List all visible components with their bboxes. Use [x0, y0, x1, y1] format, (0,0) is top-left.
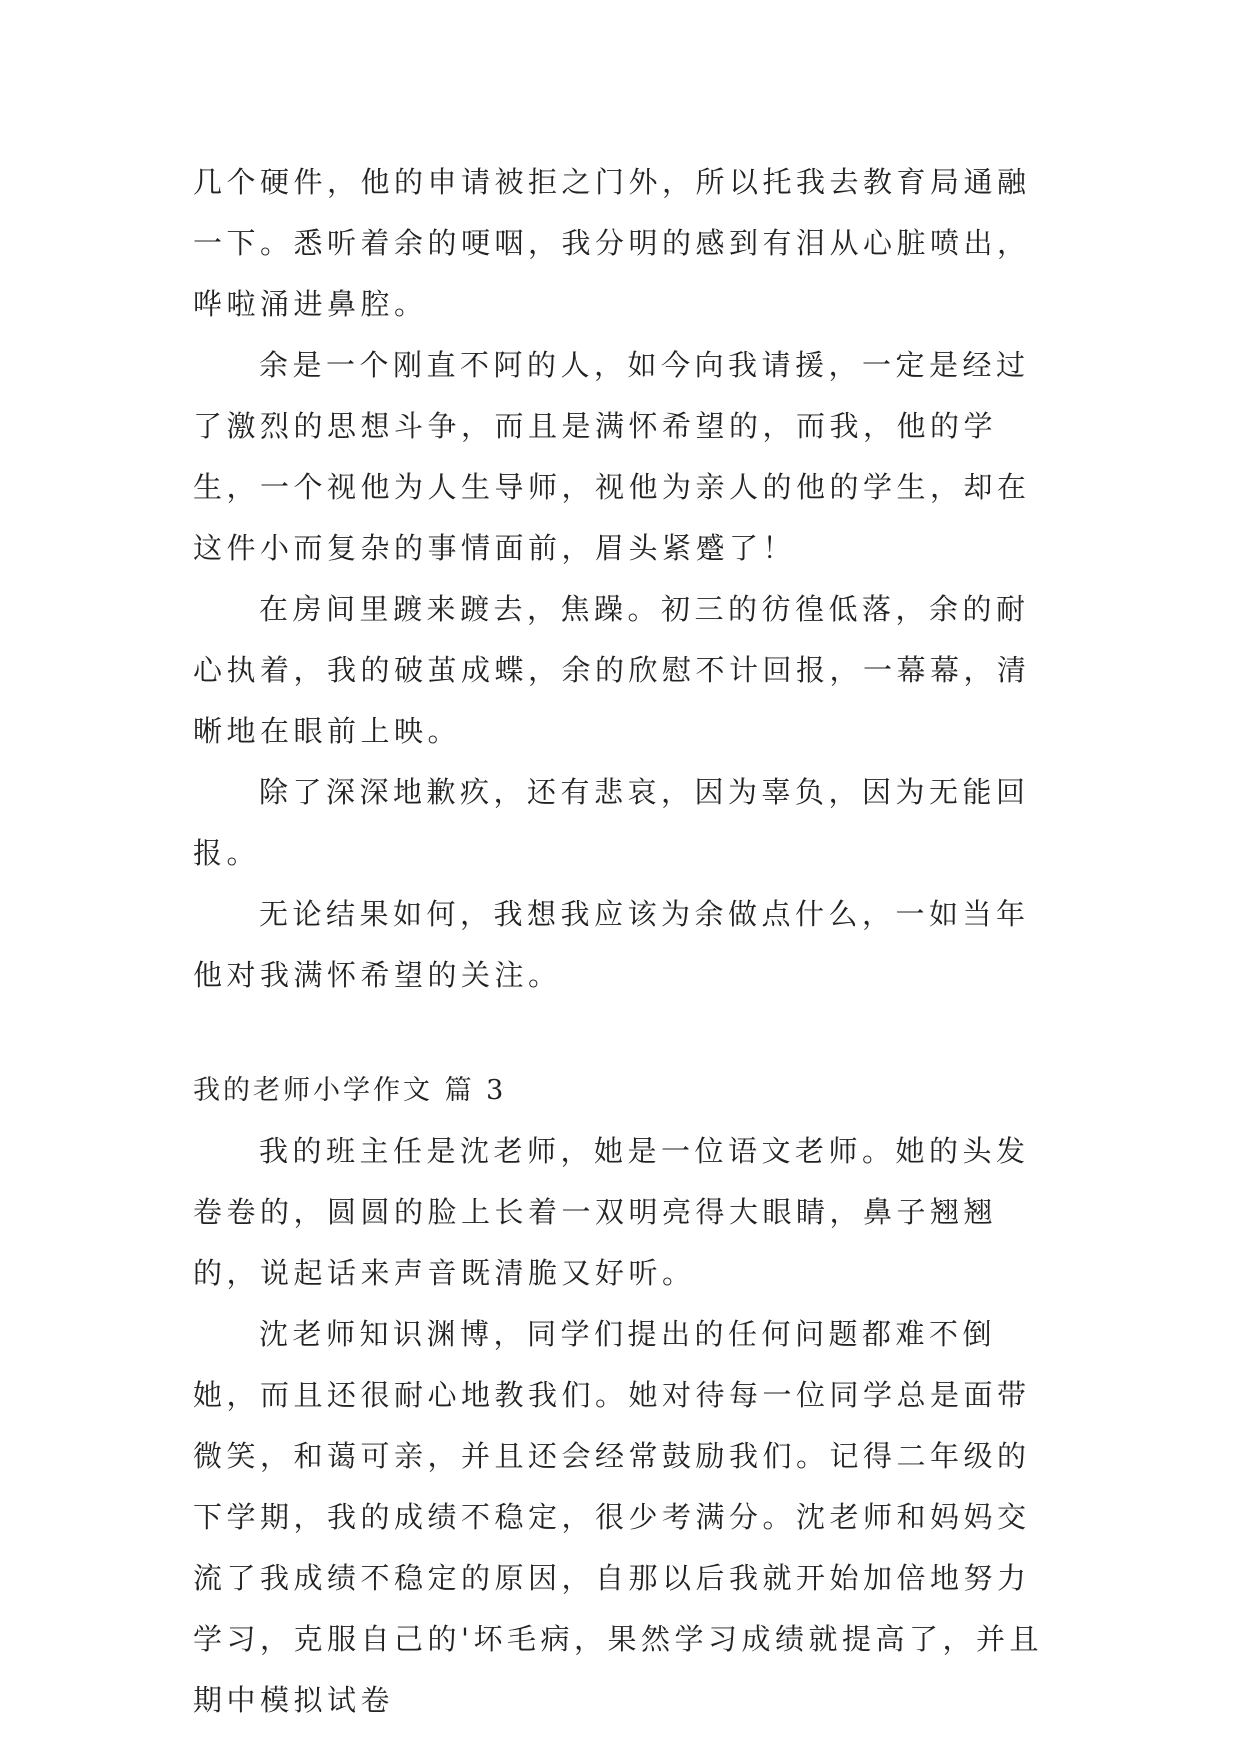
paragraph: 沈老师知识渊博，同学们提出的任何问题都难不倒她，而且还很耐心地教我们。她对待每一位同学总是面带微笑，和蔼可亲，并且还会经常鼓励我们。记得二年级的下学期，我的成绩不稳定，很少考满分。沈老师和妈妈交流了我成绩不稳定的原因，自那以后我就开始加倍地努力学习，克服自己的'坏毛病，果然学习成绩就提高了，并且期中模拟试卷 — [193, 1317, 1043, 1717]
paragraph: 我的班主任是沈老师，她是一位语文老师。她的头发卷卷的，圆圆的脸上长着一双明亮得大眼睛，鼻子翘翘的，说起话来声音既清脆又好听。 — [193, 1134, 1030, 1290]
paragraph: 除了深深地歉疚，还有悲哀，因为辜负，因为无能回报。 — [193, 775, 1030, 870]
paragraph-continuation: 几个硬件，他的申请被拒之门外，所以托我去教育局通融一下。悉听着余的哽咽，我分明的感到有泪从心脏喷出，哗啦涌进鼻腔。 — [193, 165, 1031, 321]
paragraph: 无论结果如何，我想我应该为余做点什么，一如当年他对我满怀希望的关注。 — [193, 897, 1030, 992]
document-body — [193, 152, 1053, 1731]
section-spacer — [193, 1006, 1053, 1060]
paragraph: 在房间里踱来踱去，焦躁。初三的彷徨低落，余的耐心执着，我的破茧成蝶，余的欣慰不计回报，一幕幕，清晰地在眼前上映。 — [193, 592, 1031, 748]
section-heading: 我的老师小学作文 篇 3 — [193, 1075, 507, 1106]
paragraph: 余是一个刚直不阿的人，如今向我请援，一定是经过了激烈的思想斗争，而且是满怀希望的，而我，他的学生，一个视他为人生导师，视他为亲人的他的学生，却在这件小而复杂的事情面前，眉头紧蹙了！ — [193, 348, 1031, 565]
